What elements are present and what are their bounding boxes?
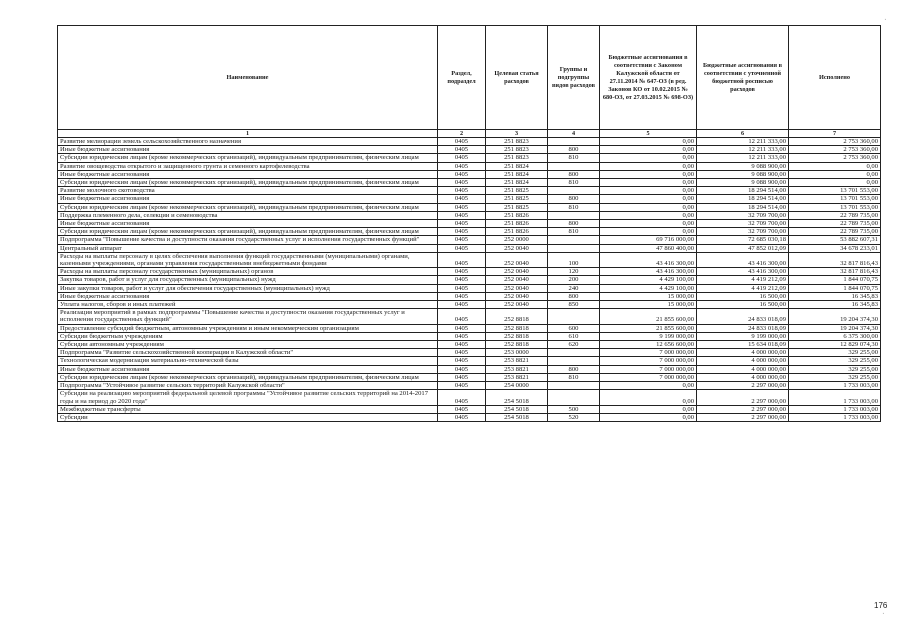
row-list-allocation: 4 000 000,00 [697, 365, 789, 373]
row-law-allocation: 0,00 [600, 146, 697, 154]
row-section: 0405 [438, 268, 486, 276]
row-section: 0405 [438, 349, 486, 357]
row-name: Субсидии бюджетным учреждениям [58, 332, 438, 340]
row-section: 0405 [438, 170, 486, 178]
row-law-allocation: 15 000,00 [600, 301, 697, 309]
col-number: 6 [697, 130, 789, 138]
row-name: Развитие мелиорации земель сельскохозяйственного назначения [58, 138, 438, 146]
row-executed: 6 375 300,00 [789, 332, 881, 340]
row-section: 0405 [438, 252, 486, 267]
table-row [58, 179, 881, 187]
row-list-allocation: 9 088 900,00 [697, 162, 789, 170]
header-law-allocation: Бюджетные ассигнования в соответствии с Законом Калужской области от 27.11.2014 № 647-ОЗ (в ред. Законов КО от 10.02.2015 № 680-ОЗ, от 27.03.2015 № 698-ОЗ) [600, 26, 697, 130]
row-law-allocation: 0,00 [600, 195, 697, 203]
row-list-allocation: 2 297 000,00 [697, 405, 789, 413]
table-row [58, 341, 881, 349]
row-group [548, 357, 600, 365]
row-article: 253 8821 [486, 365, 548, 373]
row-section: 0405 [438, 405, 486, 413]
row-article: 253 8821 [486, 357, 548, 365]
row-executed: 329 255,00 [789, 373, 881, 381]
table-row [58, 324, 881, 332]
row-law-allocation: 47 860 400,00 [600, 244, 697, 252]
row-list-allocation: 43 416 300,00 [697, 268, 789, 276]
row-article: 251 8824 [486, 162, 548, 170]
table-row [58, 349, 881, 357]
row-section: 0405 [438, 138, 486, 146]
header-section: Раздел, подраздел [438, 26, 486, 130]
row-list-allocation: 9 088 900,00 [697, 179, 789, 187]
row-law-allocation: 12 656 600,00 [600, 341, 697, 349]
row-group: 810 [548, 203, 600, 211]
table-row [58, 301, 881, 309]
scan-mark: ˈ [884, 18, 887, 26]
row-list-allocation: 2 297 000,00 [697, 390, 789, 405]
row-law-allocation: 15 000,00 [600, 292, 697, 300]
row-section: 0405 [438, 146, 486, 154]
row-executed: 0,00 [789, 162, 881, 170]
row-executed: 22 789 735,00 [789, 220, 881, 228]
table-row [58, 413, 881, 421]
row-name: Иные бюджетные ассигнования [58, 292, 438, 300]
row-law-allocation: 43 416 300,00 [600, 268, 697, 276]
row-article: 251 8823 [486, 154, 548, 162]
col-number: 3 [486, 130, 548, 138]
row-name: Иные закупки товаров, работ и услуг для обеспечения государственных (муниципальных) нужд [58, 284, 438, 292]
page-number: 176 [874, 601, 888, 610]
row-article: 252 0040 [486, 292, 548, 300]
row-section: 0405 [438, 309, 486, 324]
row-name: Субсидии юридическим лицам (кроме некоммерческих организаций), индивидуальным предпринимателям, физическим лицам [58, 203, 438, 211]
row-list-allocation: 4 000 000,00 [697, 349, 789, 357]
row-law-allocation: 0,00 [600, 187, 697, 195]
row-executed: 53 882 607,31 [789, 236, 881, 244]
col-number: 7 [789, 130, 881, 138]
row-section: 0405 [438, 179, 486, 187]
column-number-row [58, 130, 881, 138]
row-article: 252 0040 [486, 301, 548, 309]
row-section: 0405 [438, 365, 486, 373]
row-list-allocation: 24 833 018,09 [697, 324, 789, 332]
row-law-allocation: 0,00 [600, 162, 697, 170]
row-name: Развитие молочного скотоводства [58, 187, 438, 195]
row-article: 252 0040 [486, 268, 548, 276]
table-row [58, 211, 881, 219]
row-executed: 13 701 553,00 [789, 203, 881, 211]
row-group: 810 [548, 228, 600, 236]
row-section: 0405 [438, 301, 486, 309]
col-number: 2 [438, 130, 486, 138]
row-executed: 16 345,83 [789, 292, 881, 300]
row-article: 251 8825 [486, 195, 548, 203]
header-group: Группы и подгруппы видов расходов [548, 26, 600, 130]
table-row [58, 292, 881, 300]
row-list-allocation: 15 634 018,09 [697, 341, 789, 349]
row-name: Межбюджетные трансферты [58, 405, 438, 413]
row-article: 251 8826 [486, 211, 548, 219]
row-group [548, 138, 600, 146]
table-row [58, 365, 881, 373]
header-list-allocation: Бюджетные ассигнования в соответствии с уточненной бюджетной росписью расходов [697, 26, 789, 130]
table-row [58, 373, 881, 381]
row-section: 0405 [438, 324, 486, 332]
row-list-allocation: 9 199 000,00 [697, 332, 789, 340]
row-executed: 329 255,00 [789, 365, 881, 373]
row-law-allocation: 7 000 000,00 [600, 349, 697, 357]
table-row [58, 357, 881, 365]
row-section: 0405 [438, 382, 486, 390]
row-list-allocation: 12 211 333,00 [697, 146, 789, 154]
row-name: Иные бюджетные ассигнования [58, 195, 438, 203]
row-executed: 2 753 360,00 [789, 154, 881, 162]
row-executed: 1 733 003,00 [789, 413, 881, 421]
row-group: 800 [548, 292, 600, 300]
row-group [548, 162, 600, 170]
row-law-allocation: 7 000 000,00 [600, 365, 697, 373]
row-list-allocation: 32 709 700,00 [697, 211, 789, 219]
table-row [58, 284, 881, 292]
row-law-allocation: 4 429 100,00 [600, 276, 697, 284]
row-group: 850 [548, 301, 600, 309]
row-executed: 0,00 [789, 170, 881, 178]
row-executed: 32 817 816,43 [789, 268, 881, 276]
row-section: 0405 [438, 332, 486, 340]
row-list-allocation: 4 419 212,09 [697, 276, 789, 284]
col-number: 1 [58, 130, 438, 138]
row-name: Технологическая модернизация материально-технической базы [58, 357, 438, 365]
row-executed: 19 204 374,30 [789, 309, 881, 324]
row-executed: 22 789 735,00 [789, 228, 881, 236]
row-group [548, 187, 600, 195]
row-name: Подпрограмма "Устойчивое развитие сельских территорий Калужской области" [58, 382, 438, 390]
row-law-allocation: 69 716 000,00 [600, 236, 697, 244]
row-article: 251 8823 [486, 146, 548, 154]
row-list-allocation: 12 211 333,00 [697, 154, 789, 162]
table-row [58, 309, 881, 324]
row-name: Закупка товаров, работ и услуг для государственных (муниципальных) нужд [58, 276, 438, 284]
row-article: 252 8818 [486, 309, 548, 324]
table-row [58, 187, 881, 195]
row-executed: 1 733 003,00 [789, 382, 881, 390]
row-group [548, 244, 600, 252]
row-law-allocation: 7 000 000,00 [600, 373, 697, 381]
header-executed: Исполнено [789, 26, 881, 130]
row-executed: 0,00 [789, 179, 881, 187]
row-list-allocation: 4 000 000,00 [697, 373, 789, 381]
row-list-allocation: 16 500,00 [697, 292, 789, 300]
row-section: 0405 [438, 292, 486, 300]
row-name: Субсидии юридическим лицам (кроме некоммерческих организаций), индивидуальным предпринимателям, физическим лицам [58, 154, 438, 162]
row-article: 252 0040 [486, 244, 548, 252]
table-row [58, 195, 881, 203]
table-body [58, 138, 881, 422]
table-row [58, 252, 881, 267]
row-list-allocation: 4 000 000,00 [697, 357, 789, 365]
row-law-allocation: 0,00 [600, 154, 697, 162]
row-law-allocation: 7 000 000,00 [600, 357, 697, 365]
row-name: Уплата налогов, сборов и иных платежей [58, 301, 438, 309]
row-executed: 1 844 070,75 [789, 276, 881, 284]
row-article: 251 8826 [486, 220, 548, 228]
row-list-allocation: 12 211 333,00 [697, 138, 789, 146]
row-list-allocation: 16 500,00 [697, 301, 789, 309]
row-group: 810 [548, 373, 600, 381]
header-name: Наименование [58, 26, 438, 130]
table-header [58, 26, 881, 138]
row-name: Иные бюджетные ассигнования [58, 365, 438, 373]
row-article: 252 0040 [486, 276, 548, 284]
row-executed: 1 733 003,00 [789, 405, 881, 413]
row-section: 0405 [438, 203, 486, 211]
row-list-allocation: 43 416 300,00 [697, 252, 789, 267]
table-row [58, 244, 881, 252]
row-name: Субсидии автономным учреждениям [58, 341, 438, 349]
table-row [58, 170, 881, 178]
row-article: 251 8825 [486, 187, 548, 195]
row-group: 800 [548, 146, 600, 154]
row-article: 251 8825 [486, 203, 548, 211]
row-executed: 12 829 074,30 [789, 341, 881, 349]
row-list-allocation: 18 294 514,00 [697, 187, 789, 195]
row-article: 252 8818 [486, 341, 548, 349]
row-group [548, 309, 600, 324]
row-group: 100 [548, 252, 600, 267]
row-name: Иные бюджетные ассигнования [58, 220, 438, 228]
row-law-allocation: 4 429 100,00 [600, 284, 697, 292]
row-section: 0405 [438, 341, 486, 349]
table-row [58, 203, 881, 211]
table-row [58, 382, 881, 390]
table-row [58, 390, 881, 405]
row-name: Субсидии юридическим лицам (кроме некоммерческих организаций), индивидуальным предпринимателям, физическим лицам [58, 228, 438, 236]
row-name: Субсидии юридическим лицам (кроме некоммерческих организаций), индивидуальным предпринимателям, физическим лицам [58, 179, 438, 187]
row-section: 0405 [438, 195, 486, 203]
table-row [58, 154, 881, 162]
row-executed: 13 701 553,00 [789, 195, 881, 203]
row-article: 252 8818 [486, 332, 548, 340]
row-group: 120 [548, 268, 600, 276]
row-law-allocation: 43 416 300,00 [600, 252, 697, 267]
row-article: 251 8824 [486, 179, 548, 187]
row-section: 0405 [438, 413, 486, 421]
row-list-allocation: 32 709 700,00 [697, 228, 789, 236]
row-name: Расходы на выплаты персоналу государственных (муниципальных) органов [58, 268, 438, 276]
row-name: Расходы на выплаты персоналу в целях обеспечения выполнения функций государственными (муниципальными) органами, казенными учреждениями, органами управления государственными внебюджетными фондами [58, 252, 438, 267]
row-name: Центральный аппарат [58, 244, 438, 252]
row-group: 800 [548, 195, 600, 203]
row-name: Поддержка племенного дела, селекции и семеноводства [58, 211, 438, 219]
row-executed: 329 255,00 [789, 357, 881, 365]
row-list-allocation: 32 709 700,00 [697, 220, 789, 228]
col-number: 5 [600, 130, 697, 138]
row-law-allocation: 0,00 [600, 220, 697, 228]
row-article: 253 8821 [486, 373, 548, 381]
row-article: 252 0000 [486, 236, 548, 244]
row-name: Реализация мероприятий в рамках подпрограммы "Повышение качества и доступности оказания государственных услуг и исполнения государственных функций" [58, 309, 438, 324]
row-name: Субсидии юридическим лицам (кроме некоммерческих организаций), индивидуальным предпринимателям, физическим лицам [58, 373, 438, 381]
row-name: Подпрограмма "Повышение качества и доступности оказания государственных услуг и исполнения государственных функций" [58, 236, 438, 244]
budget-execution-sheet [57, 25, 880, 422]
row-law-allocation: 21 855 600,00 [600, 324, 697, 332]
row-law-allocation: 0,00 [600, 228, 697, 236]
row-executed: 13 701 553,00 [789, 187, 881, 195]
row-section: 0405 [438, 220, 486, 228]
row-group: 200 [548, 276, 600, 284]
row-group: 600 [548, 324, 600, 332]
row-law-allocation: 0,00 [600, 405, 697, 413]
row-law-allocation: 0,00 [600, 413, 697, 421]
row-group: 500 [548, 405, 600, 413]
row-section: 0405 [438, 162, 486, 170]
row-name: Развитие овощеводства открытого и защищенного грунта и семенного картофелеводства [58, 162, 438, 170]
row-list-allocation: 2 297 000,00 [697, 413, 789, 421]
row-name: Иные бюджетные ассигнования [58, 170, 438, 178]
table-row [58, 220, 881, 228]
row-article: 251 8826 [486, 228, 548, 236]
row-group: 800 [548, 220, 600, 228]
row-law-allocation: 0,00 [600, 382, 697, 390]
row-executed: 2 753 360,00 [789, 138, 881, 146]
row-group [548, 349, 600, 357]
row-group: 520 [548, 413, 600, 421]
row-group: 810 [548, 154, 600, 162]
row-executed: 16 345,83 [789, 301, 881, 309]
row-section: 0405 [438, 154, 486, 162]
row-executed: 329 255,00 [789, 349, 881, 357]
row-list-allocation: 2 297 000,00 [697, 382, 789, 390]
row-group: 620 [548, 341, 600, 349]
header-article: Целевая статья расходов [486, 26, 548, 130]
row-section: 0405 [438, 228, 486, 236]
row-law-allocation: 9 199 000,00 [600, 332, 697, 340]
scan-mark: ˈ [882, 612, 885, 620]
row-law-allocation: 0,00 [600, 138, 697, 146]
row-group [548, 236, 600, 244]
row-article: 252 0040 [486, 252, 548, 267]
table-row [58, 276, 881, 284]
row-law-allocation: 0,00 [600, 390, 697, 405]
row-law-allocation: 0,00 [600, 179, 697, 187]
row-executed: 1 844 070,75 [789, 284, 881, 292]
row-section: 0405 [438, 211, 486, 219]
row-group: 800 [548, 170, 600, 178]
row-list-allocation: 4 419 212,09 [697, 284, 789, 292]
row-name: Иные бюджетные ассигнования [58, 146, 438, 154]
row-article: 254 0000 [486, 382, 548, 390]
row-article: 254 5018 [486, 405, 548, 413]
row-section: 0405 [438, 236, 486, 244]
row-group: 800 [548, 365, 600, 373]
row-list-allocation: 18 294 514,00 [697, 203, 789, 211]
table-row [58, 228, 881, 236]
table-row [58, 405, 881, 413]
row-group: 810 [548, 179, 600, 187]
row-list-allocation: 47 852 012,09 [697, 244, 789, 252]
row-law-allocation: 0,00 [600, 211, 697, 219]
table-row [58, 332, 881, 340]
row-section: 0405 [438, 390, 486, 405]
row-name: Предоставление субсидий бюджетным, автономным учреждениям и иным некоммерческим организациям [58, 324, 438, 332]
row-article: 252 0040 [486, 284, 548, 292]
row-executed: 2 753 360,00 [789, 146, 881, 154]
row-group [548, 382, 600, 390]
row-article: 253 0000 [486, 349, 548, 357]
row-executed: 19 204 374,30 [789, 324, 881, 332]
row-law-allocation: 0,00 [600, 203, 697, 211]
row-law-allocation: 0,00 [600, 170, 697, 178]
row-executed: 1 733 003,00 [789, 390, 881, 405]
table-row [58, 138, 881, 146]
row-section: 0405 [438, 276, 486, 284]
table-row [58, 146, 881, 154]
row-group [548, 390, 600, 405]
row-list-allocation: 18 294 514,00 [697, 195, 789, 203]
table-row [58, 162, 881, 170]
row-law-allocation: 21 855 600,00 [600, 309, 697, 324]
table-row [58, 236, 881, 244]
row-list-allocation: 24 833 018,09 [697, 309, 789, 324]
row-section: 0405 [438, 244, 486, 252]
row-name: Субсидии [58, 413, 438, 421]
row-section: 0405 [438, 187, 486, 195]
row-executed: 34 678 233,01 [789, 244, 881, 252]
row-executed: 32 817 816,43 [789, 252, 881, 267]
row-group: 610 [548, 332, 600, 340]
row-name: Подпрограмма "Развитие сельскохозяйственной кооперации в Калужской области" [58, 349, 438, 357]
row-executed: 22 789 735,00 [789, 211, 881, 219]
row-section: 0405 [438, 357, 486, 365]
table-row [58, 268, 881, 276]
row-article: 254 5018 [486, 413, 548, 421]
row-list-allocation: 72 685 030,18 [697, 236, 789, 244]
row-article: 252 8818 [486, 324, 548, 332]
row-group: 240 [548, 284, 600, 292]
col-number: 4 [548, 130, 600, 138]
row-section: 0405 [438, 373, 486, 381]
row-article: 251 8823 [486, 138, 548, 146]
row-group [548, 211, 600, 219]
row-article: 254 5018 [486, 390, 548, 405]
row-name: Субсидии на реализацию мероприятий федеральной целевой программы "Устойчивое развитие сельских территорий на 2014-2017 годы и на период до 2020 года" [58, 390, 438, 405]
row-section: 0405 [438, 284, 486, 292]
budget-table [57, 25, 881, 422]
row-article: 251 8824 [486, 170, 548, 178]
row-list-allocation: 9 088 900,00 [697, 170, 789, 178]
